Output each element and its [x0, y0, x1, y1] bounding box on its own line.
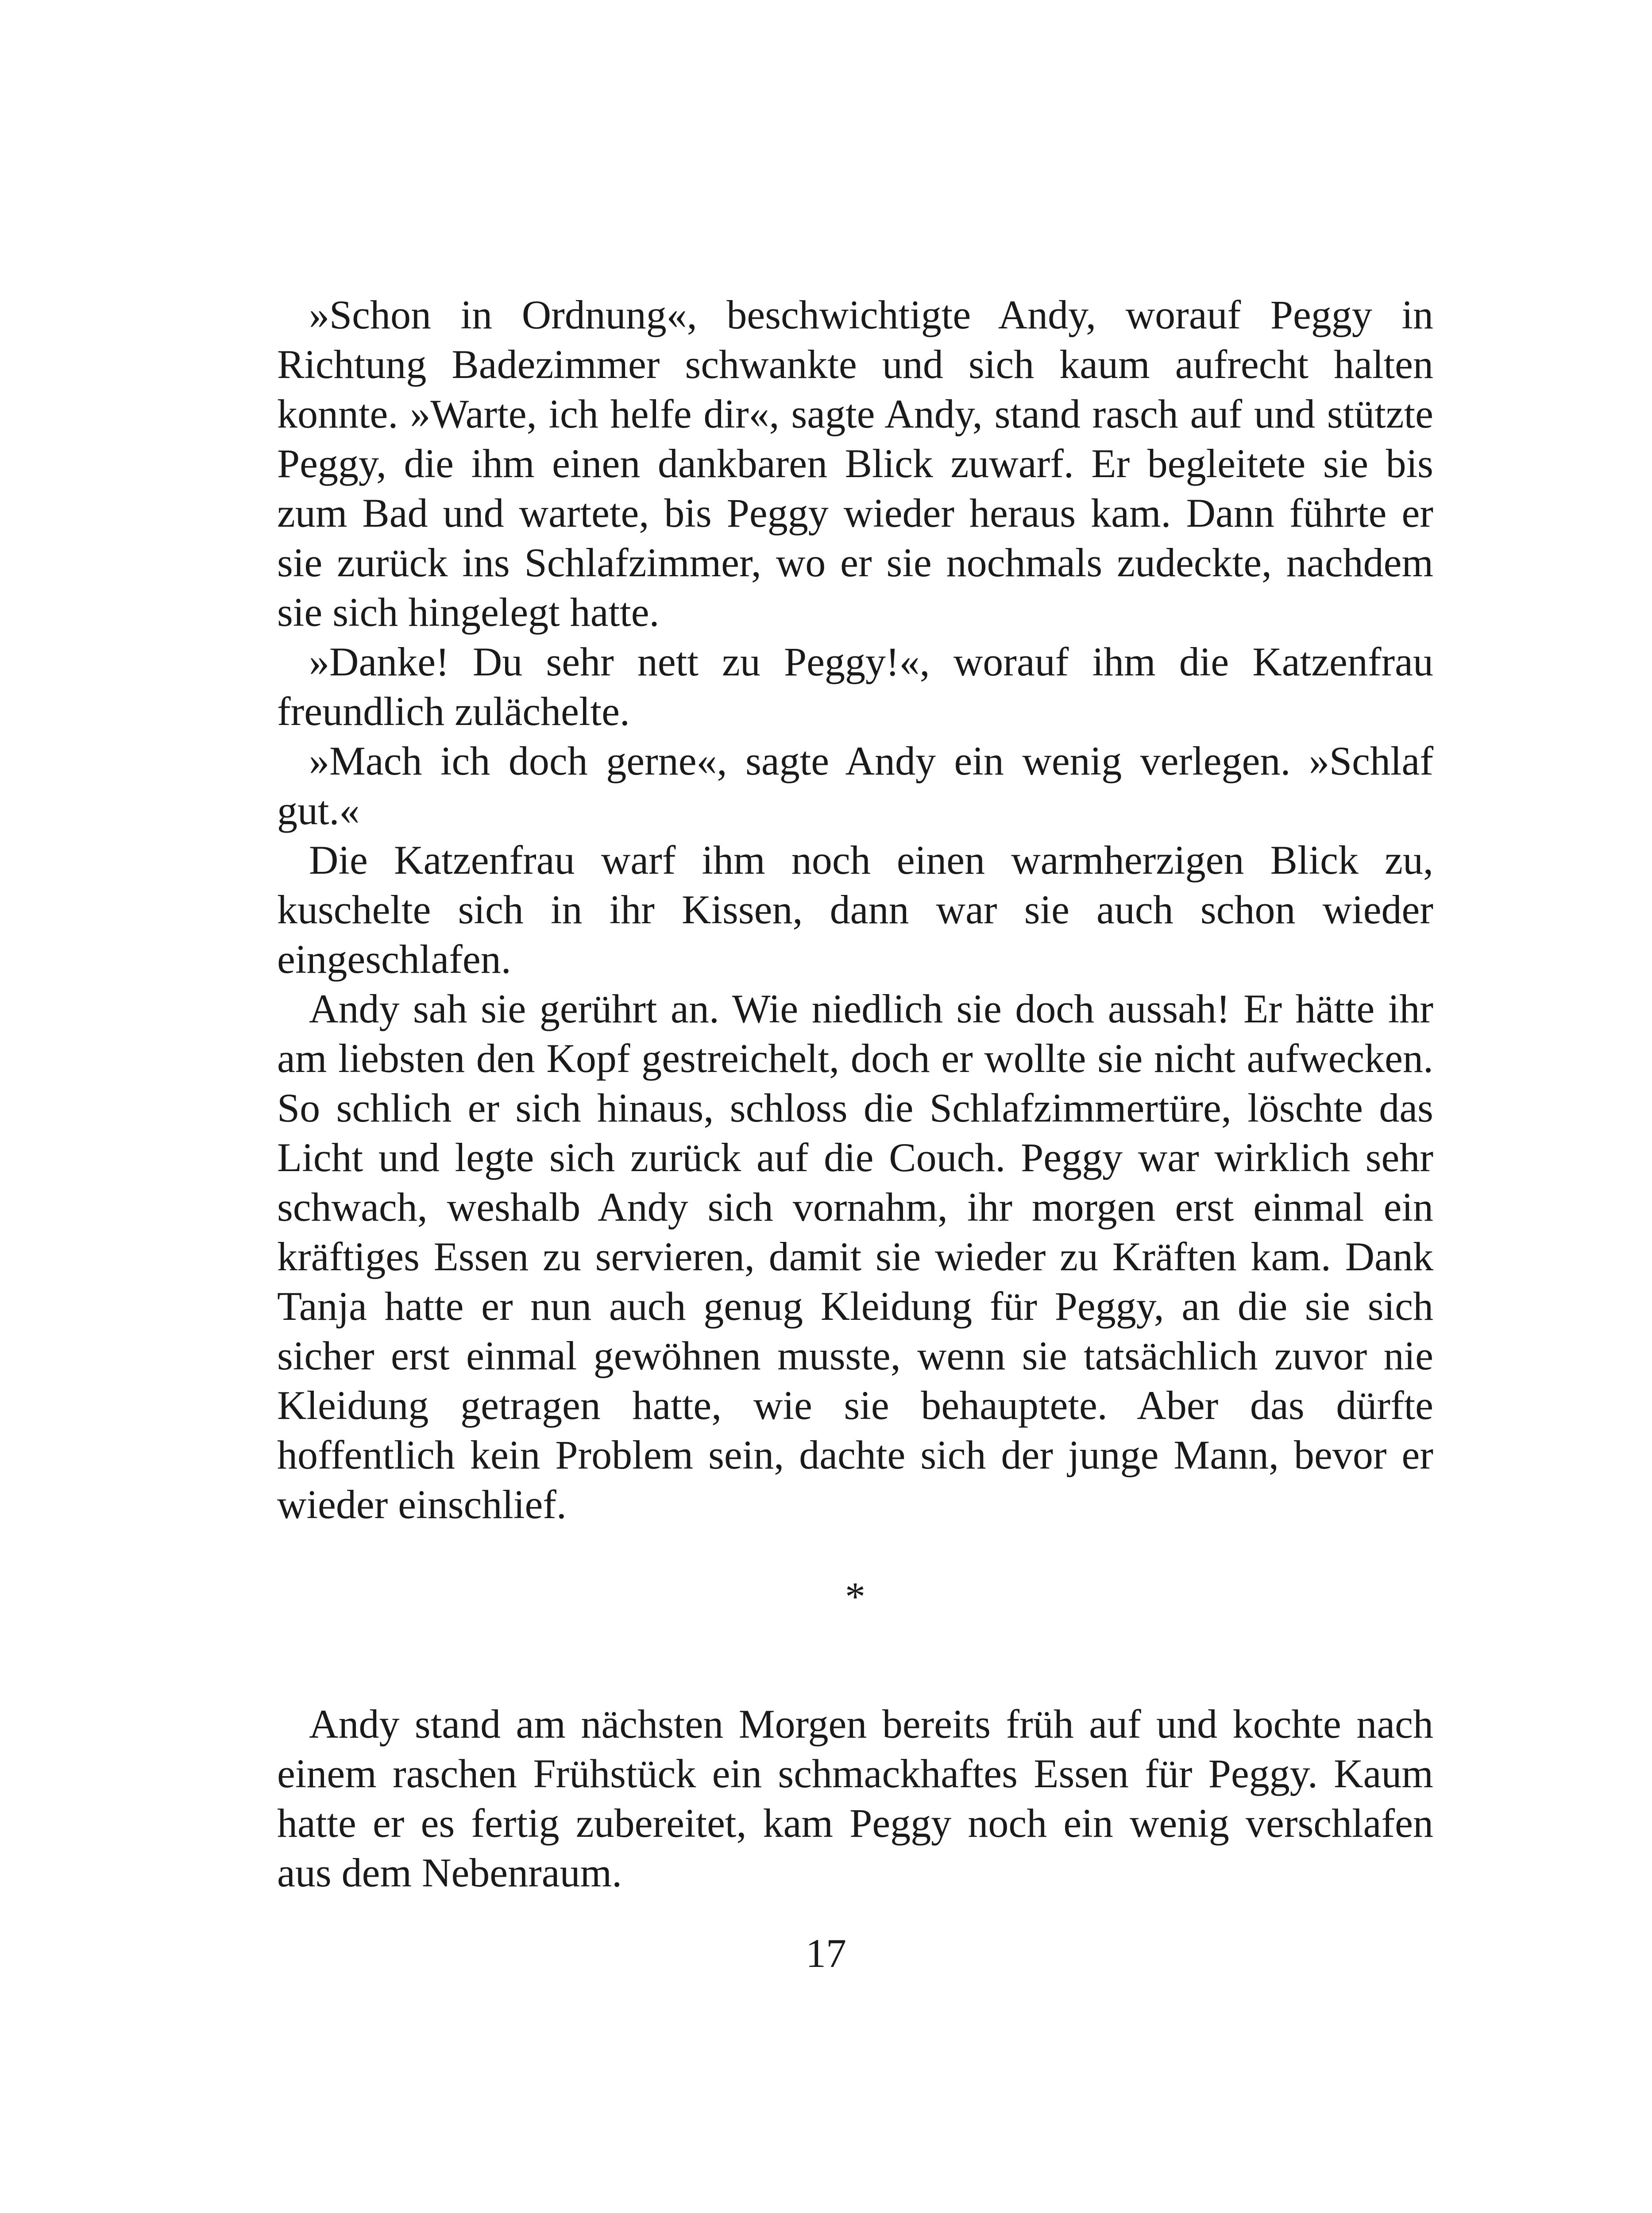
paragraph: Andy stand am nächsten Morgen bereits früh auf und kochte nach einem raschen Frühstück ein schmackhaftes Essen für Peggy. Kaum hatte er es fertig zubereitet, kam Peggy noch ein wenig verschlafen aus dem Nebenraum. [277, 1701, 1433, 1895]
body-text [277, 290, 1433, 1897]
page-number: 17 [806, 1931, 846, 1976]
paragraph: Die Katzenfrau warf ihm noch einen warmherzigen Blick zu, kuschelte sich in ihr Kissen, dann war sie auch schon wieder eingeschlafen. [277, 837, 1433, 982]
paragraph: »Mach ich doch gerne«, sagte Andy ein wenig verlegen. »Schlaf gut.« [277, 738, 1433, 833]
paragraph: Andy sah sie gerührt an. Wie niedlich sie doch aussah! Er hätte ihr am liebsten den Kopf gestreichelt, doch er wollte sie nicht aufwecken. So schlich er sich hinaus, schloss die Schlafzimmertüre, löschte das Licht und legte sich zurück auf die Couch. Peggy war wirklich sehr schwach, weshalb Andy sich vornahm, ihr morgen erst einmal ein kräftiges Essen zu servieren, damit sie wieder zu Kräften kam. Dank Tanja hatte er nun auch genug Kleidung für Peggy, an die sie sich sicher erst einmal gewöhnen musste, wenn sie tatsächlich zuvor nie Kleidung getragen hatte, wie sie behauptete. Aber das dürfte hoffentlich kein Problem sein, dachte sich der junge Mann, bevor er wieder einschlief. [277, 986, 1433, 1527]
paragraph: »Schon in Ordnung«, beschwichtigte Andy, worauf Peggy in Richtung Badezimmer schwankte und sich kaum aufrecht halten konnte. »Warte, ich helfe dir«, sagte Andy, stand rasch auf und stützte Peggy, die ihm einen dankbaren Blick zuwarf. Er begleitete sie bis zum Bad und wartete, bis Peggy wieder heraus kam. Dann führte er sie zurück ins Schlafzimmer, wo er sie nochmals zudeckte, nachdem sie sich hingelegt hatte. [277, 292, 1433, 635]
section-break-asterisk: * [845, 1574, 865, 1619]
paragraph: »Danke! Du sehr nett zu Peggy!«, worauf ihm die Katzenfrau freundlich zulächelte. [277, 639, 1433, 734]
